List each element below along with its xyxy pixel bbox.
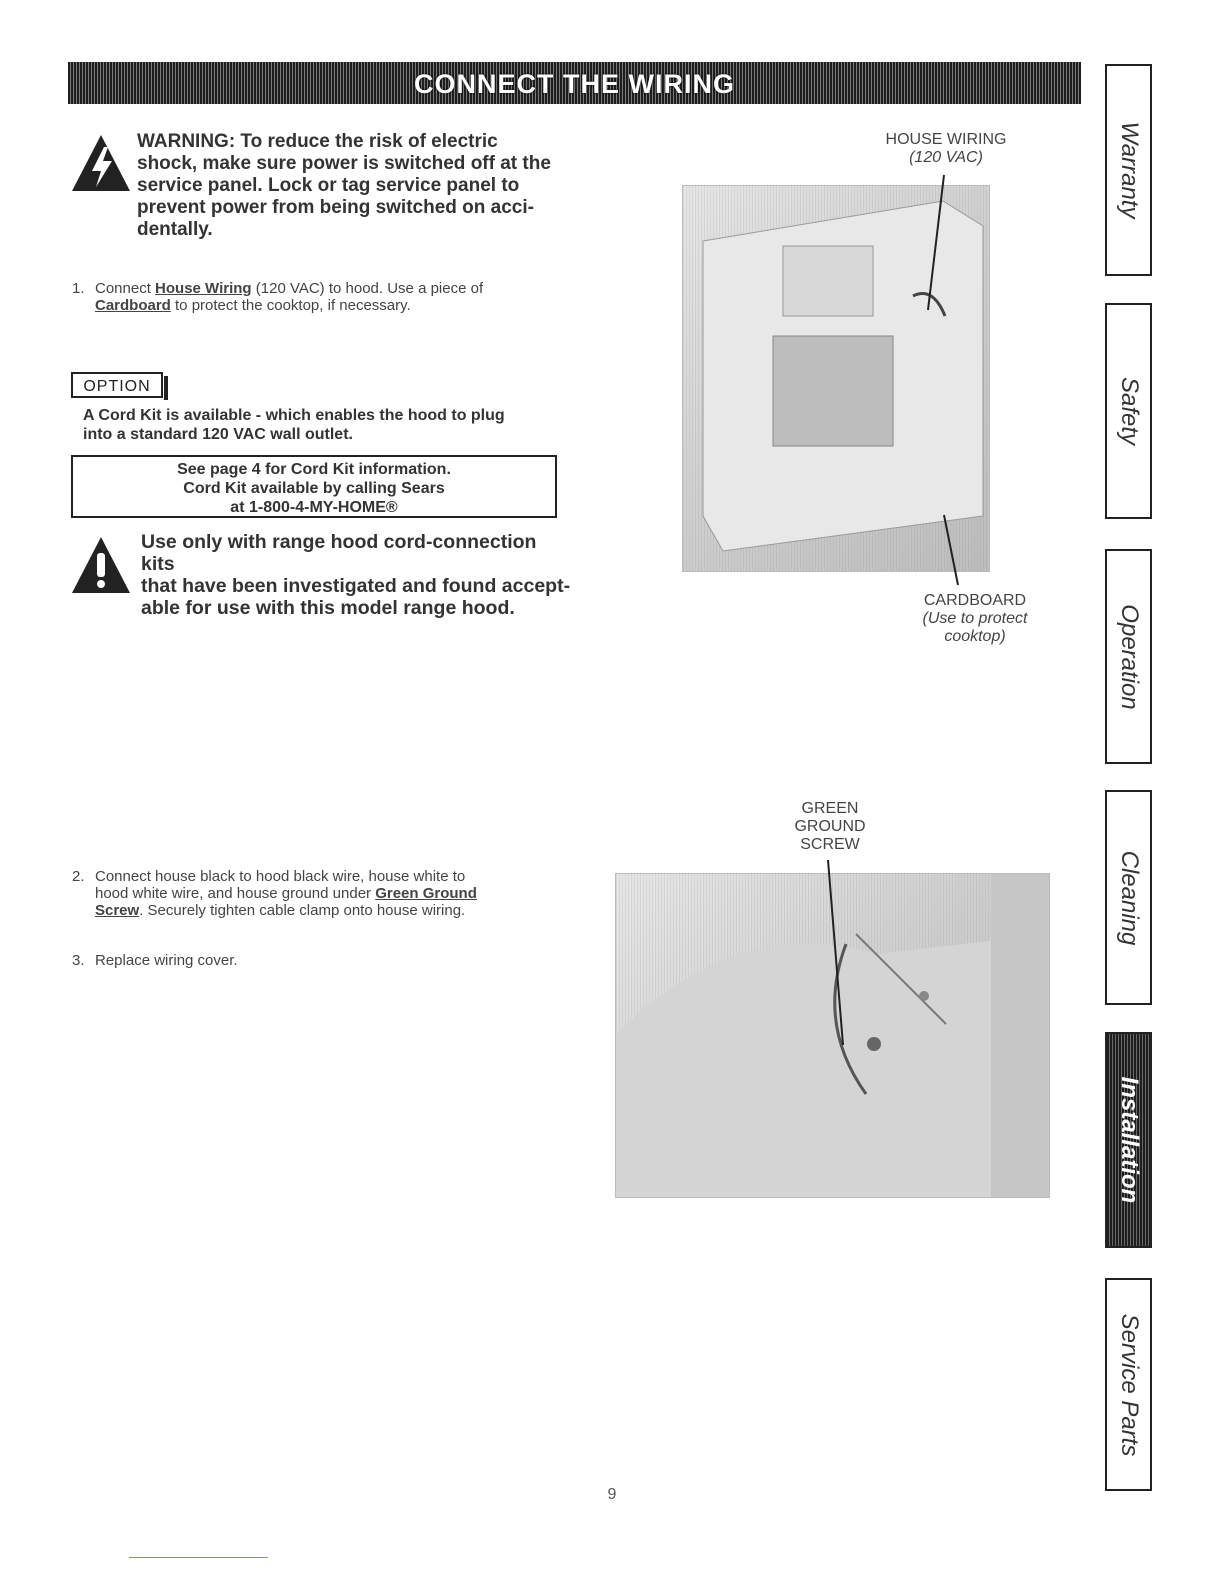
caution-text [141, 531, 571, 619]
cord-kit-info-box [71, 455, 557, 518]
step-2 [72, 868, 572, 919]
tab-label: Cleaning [1115, 850, 1143, 945]
step-text: . Securely tighten cable clamp onto house wiring. [139, 902, 466, 919]
green-ground-reference: Green Ground [375, 885, 477, 902]
tab-service-parts[interactable] [1105, 1278, 1152, 1491]
screw-reference: Screw [95, 902, 140, 919]
label-line: CARDBOARD [923, 592, 1027, 609]
label-line: GROUND [794, 818, 866, 835]
label-line: SCREW [800, 836, 860, 853]
tab-label: Warranty [1115, 121, 1143, 219]
cord-box-line: See page 4 for Cord Kit information. [177, 461, 451, 478]
tab-cleaning[interactable] [1105, 790, 1152, 1005]
cord-box-line: Cord Kit available by calling Sears [183, 480, 445, 497]
step-text: to protect the cooktop, if necessary. [175, 297, 411, 314]
warning-text [137, 131, 565, 241]
warning-line: dentally. [137, 219, 213, 240]
warning-line: WARNING: To reduce the risk of electric [137, 131, 498, 152]
option-line: into a standard 120 VAC wall outlet. [83, 426, 353, 443]
page-number: 9 [607, 1486, 617, 1503]
step-text: (120 VAC) to hood. Use a piece of [255, 280, 484, 297]
option-text [83, 406, 563, 444]
step-3 [72, 952, 572, 969]
step-number: 2. [72, 868, 85, 885]
figure2-leader-lines [818, 860, 858, 1050]
step-text: Connect house black to hood black wire, house white to [95, 868, 466, 885]
figure1-leader-lines [900, 170, 1000, 590]
step-2-text [95, 868, 572, 919]
label-line: cooktop) [944, 628, 1006, 645]
electric-shock-warning-icon [70, 133, 132, 193]
step-text: Connect [95, 280, 151, 297]
tab-label: Service Parts [1115, 1313, 1143, 1456]
footer-rule [129, 1557, 268, 1558]
caution-icon [70, 535, 132, 595]
step-3-text: Replace wiring cover. [95, 952, 238, 969]
house-wiring-reference: House Wiring [155, 280, 252, 297]
step-1 [72, 280, 562, 314]
label-line: (Use to protect [922, 610, 1028, 627]
caution-line: able for use with this model range hood. [141, 597, 515, 619]
step-number: 3. [72, 952, 85, 969]
warning-line: prevent power from being switched on acci- [137, 197, 534, 218]
house-wiring-leader [928, 175, 944, 310]
tab-label: Safety [1115, 376, 1143, 446]
cord-box-line: at 1-800-4-MY-HOME® [230, 499, 398, 516]
ground-screw-leader [828, 860, 843, 1045]
label-line: HOUSE WIRING [885, 131, 1007, 148]
green-ground-screw-label [760, 800, 900, 854]
step-number: 1. [72, 280, 85, 297]
cardboard-reference: Cardboard [95, 297, 171, 314]
warning-line: shock, make sure power is switched off at the [137, 153, 551, 174]
warning-line: service panel. Lock or tag service panel to [137, 175, 520, 196]
tab-operation[interactable] [1105, 549, 1152, 764]
caution-line: that have been investigated and found accept- [141, 575, 571, 597]
house-wiring-label [866, 131, 1026, 167]
label-line: (120 VAC) [909, 149, 983, 166]
page-title: CONNECT THE WIRING [414, 69, 735, 99]
option-badge: OPTION [71, 372, 163, 398]
cardboard-leader [944, 515, 958, 585]
tab-installation[interactable] [1105, 1032, 1152, 1248]
step-text: hood white wire, and house ground under [95, 885, 372, 902]
tab-label: Installation [1115, 1076, 1143, 1204]
tab-safety[interactable] [1105, 303, 1152, 519]
tab-warranty[interactable] [1105, 64, 1152, 276]
tab-label: Operation [1115, 603, 1143, 710]
step-1-text [95, 280, 562, 314]
label-line: GREEN [801, 800, 859, 817]
cardboard-label [900, 592, 1050, 646]
option-line: A Cord Kit is available - which enables the hood to plug [83, 407, 505, 424]
caution-line: Use only with range hood cord-connection kits [141, 531, 537, 575]
